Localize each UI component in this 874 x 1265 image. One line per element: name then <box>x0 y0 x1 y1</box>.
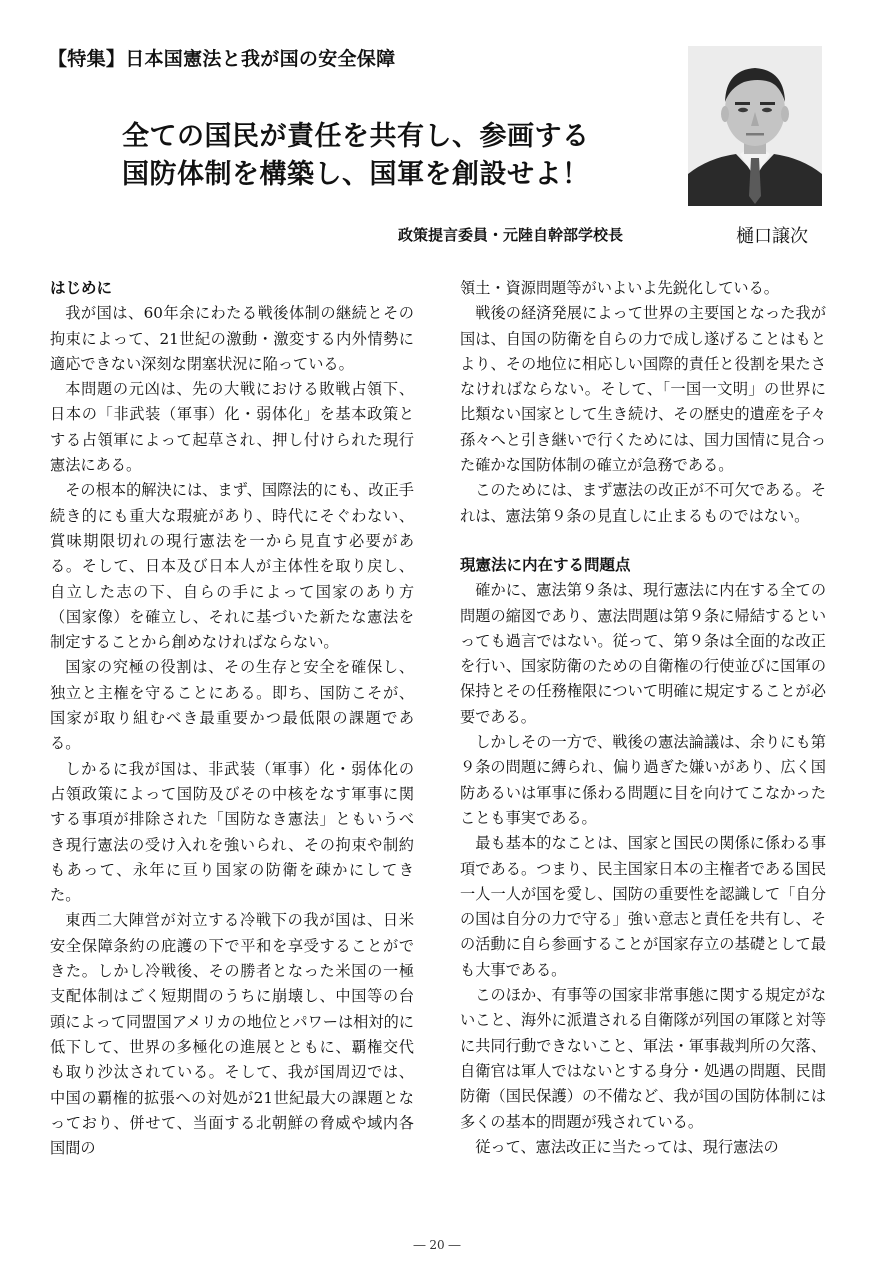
section-heading-intro: はじめに <box>50 279 113 297</box>
body-column-left <box>50 276 414 1161</box>
title-line-2: 国防体制を構築し、国軍を創設せよ！ <box>122 159 590 190</box>
page-number: ― 20 ― <box>413 1238 461 1252</box>
paragraph: しかしその一方で、戦後の憲法論議は、余りにも第９条の問題に縛られ、偏り過ぎた嫌いがあり、広く国防あるいは軍事に係わる問題に目を向けてこなかったことも事実である。 <box>460 733 826 827</box>
paragraph: 東西二大陣営が対立する冷戦下の我が国は、日米安全保障条約の庇護の下で平和を享受することができた。しかし冷戦後、その勝者となった米国の一極支配体制はごく短期間のうちに崩壊し、中国等の台頭によって同盟国アメリカの地位とパワーは相対的に低下して、世界の多極化の進展とともに、覇権交代も取り沙汰されている。そして、我が国周辺では、中国の覇権的拡張への対処が21世紀最大の課題となっており、併せて、当面する北朝鮮の脅威や域内各国間の <box>50 911 414 1158</box>
author-role: 政策提言委員・元陸自幹部学校長 <box>398 226 624 244</box>
author-photo <box>688 46 822 206</box>
paragraph: このためには、まず憲法の改正が不可欠である。それは、憲法第９条の見直しに止まるものではない。 <box>460 481 826 525</box>
title-line-1: 全ての国民が責任を共有し、参画する <box>122 121 590 152</box>
feature-tag: 【特集】日本国憲法と我が国の安全保障 <box>48 48 396 70</box>
paragraph: 従って、憲法改正に当たっては、現行憲法の <box>475 1137 779 1156</box>
paragraph: 戦後の経済発展によって世界の主要国となった我が国は、自国の防衛を自らの力で成し遂げることはもとより、その地位に相応しい国際的責任と役割を果たさなければならない。そして、「一国一文明」の世界に比類ない国家として生き続け、その歴史的遺産を子々孫々へと引き継いで行くためには、国力国情に見合った確かな国防体制の確立が急務である。 <box>460 304 826 475</box>
paragraph-continuation: 領土・資源問題等がいよいよ先鋭化している。 <box>460 279 779 297</box>
body-column-right <box>460 276 826 1160</box>
paragraph: その根本的解決には、まず、国際法的にも、改正手続き的にも重大な瑕疵があり、時代にそぐわない、賞味期限切れの現行憲法を一から見直す必要がある。そして、日本及び日本人が主体性を取り戻し、自立した志の下、自らの手によって国家のあり方（国家像）を確立し、それに基づいた新たな憲法を制定することから創めなければならない。 <box>50 481 414 652</box>
paragraph: しかるに我が国は、非武装（軍事）化・弱体化の占領政策によって国防及びその中核をなす軍事に関する事項が排除された「国防なき憲法」ともいうべき現行憲法の受け入れを強いられ、その拘束や制約もあって、永年に亘り国家の防衛を疎かにしてきた。 <box>50 759 414 905</box>
paragraph: 本問題の元凶は、先の大戦における敗戦占領下、日本の「非武装（軍事）化・弱体化」を基本政策とする占領軍によって起草され、押し付けられた現行憲法にある。 <box>50 380 414 475</box>
paragraph: 国家の究極の役割は、その生存と安全を確保し、独立と主権を守ることにある。即ち、国防こそが、国家が取り組むべき最重要かつ最低限の課題である。 <box>50 658 414 753</box>
paragraph: 最も基本的なことは、国家と国民の関係に係わる事項である。つまり、民主国家日本の主権者である国民一人一人が国を愛し、国防の重要性を認識して「自分の国は自分の力で守る」強い意志と責任を共有し、その活動に自ら参画することが国家存立の基礎として最も大事である。 <box>460 834 826 979</box>
author-name: 樋口譲次 <box>736 226 808 247</box>
paragraph: このほか、有事等の国家非常事態に関する規定がないこと、海外に派遣される自衛隊が列国の軍隊と対等に共同行動できないこと、軍法・軍事裁判所の欠落、自衛官は軍人ではないとする身分・処遇の問題、民間防衛（国民保護）の不備など、我が国の国防体制には多くの基本的問題が残されている。 <box>460 986 826 1131</box>
article-title <box>122 118 590 194</box>
paragraph: 我が国は、60年余にわたる戦後体制の継続とその拘束によって、21世紀の激動・激変する内外情勢に適応できない深刻な閉塞状況に陥っている。 <box>50 304 414 373</box>
section-heading-problems: 現憲法に内在する問題点 <box>460 555 631 574</box>
paragraph: 確かに、憲法第９条は、現行憲法に内在する全ての問題の縮図であり、憲法問題は第９条に帰結するといっても過言ではない。従って、第９条は全面的な改正を行い、国家防衛のための自衛権の行使並びに国軍の保持とその任務権限について明確に規定することが必要である。 <box>460 581 826 726</box>
